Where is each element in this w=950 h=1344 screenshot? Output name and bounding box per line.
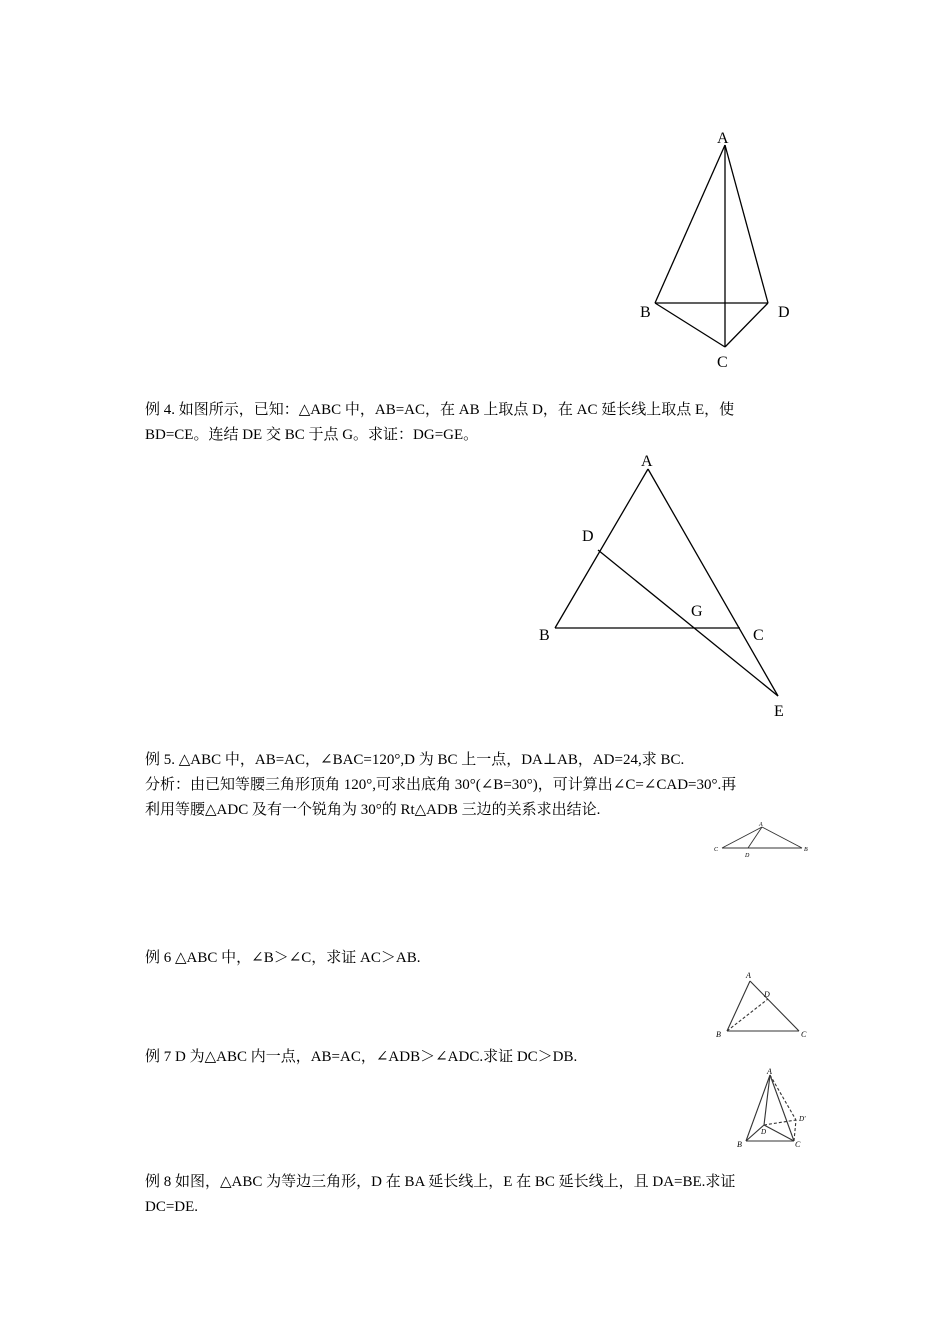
example-4-line-1: 例 4. 如图所示，已知：△ABC 中，AB=AC，在 AB 上取点 D，在 AC 延长线上取点 E，使 xyxy=(145,402,735,418)
point-label-d: D xyxy=(764,990,770,999)
point-label-a: A xyxy=(717,130,729,147)
segment-bc xyxy=(655,303,725,347)
segment-dc xyxy=(725,303,768,347)
point-label-d: D xyxy=(778,304,790,321)
segment-ab xyxy=(655,145,725,303)
point-label-g: G xyxy=(691,603,703,620)
point-label-c: C xyxy=(801,1030,807,1039)
example-5-line-1: 例 5. △ABC 中，AB=AC，∠BAC=120°,D 为 BC 上一点，DA⊥AB，AD=24,求 BC. xyxy=(145,752,685,768)
point-label-d: D xyxy=(761,1128,767,1136)
point-label-d-prime: D' xyxy=(799,1115,806,1123)
segment-ad xyxy=(725,145,768,303)
point-label-e: E xyxy=(774,703,784,720)
point-label-c: C xyxy=(717,354,728,371)
segment-ab xyxy=(555,469,648,628)
point-label-c: C xyxy=(795,1140,801,1149)
example-7-line-1: 例 7 D 为△ABC 内一点，AB=AC，∠ADB＞∠ADC.求证 DC＞DB. xyxy=(145,1049,578,1065)
example-6-line-1: 例 6 △ABC 中，∠B＞∠C，求证 AC＞AB. xyxy=(145,950,421,966)
figure-triangle-abc-bd xyxy=(710,965,815,1040)
point-label-d: D xyxy=(582,528,594,545)
segment-ae xyxy=(648,469,778,696)
point-label-b: B xyxy=(539,627,550,644)
point-label-b: B xyxy=(804,847,808,853)
example-5-line-2: 分析：由已知等腰三角形顶角 120°,可求出底角 30°(∠B=30°)，可计算出∠C=∠CAD=30°.再 xyxy=(145,777,737,793)
point-label-d: D xyxy=(745,853,750,859)
figure-kite-abcd xyxy=(630,125,810,375)
example-5-line-3: 利用等腰△ADC 及有一个锐角为 30°的 Rt△ADB 三边的关系求出结论. xyxy=(145,802,601,818)
point-label-b: B xyxy=(640,304,651,321)
point-label-b: B xyxy=(716,1030,721,1039)
example-4-line-2: BD=CE。连结 DE 交 BC 于点 G。求证：DG=GE。 xyxy=(145,427,479,443)
example-8-line-1: 例 8 如图，△ABC 为等边三角形，D 在 BA 延长线上，E 在 BC 延长线上，且 DA=BE.求证 xyxy=(145,1174,736,1190)
point-label-a: A xyxy=(767,1067,772,1076)
point-label-a: A xyxy=(759,822,763,828)
figure-obtuse-triangle-abc xyxy=(710,815,815,865)
point-label-a: A xyxy=(746,971,751,980)
point-label-c: C xyxy=(714,847,719,853)
example-8-line-2: DC=DE. xyxy=(145,1199,199,1215)
point-label-c: C xyxy=(753,627,764,644)
figure-triangle-interior-point-d xyxy=(730,1065,820,1150)
point-label-a: A xyxy=(641,453,653,470)
segment-de xyxy=(598,550,778,696)
figure-triangle-abc-de xyxy=(530,448,800,723)
point-label-b: B xyxy=(737,1140,742,1149)
